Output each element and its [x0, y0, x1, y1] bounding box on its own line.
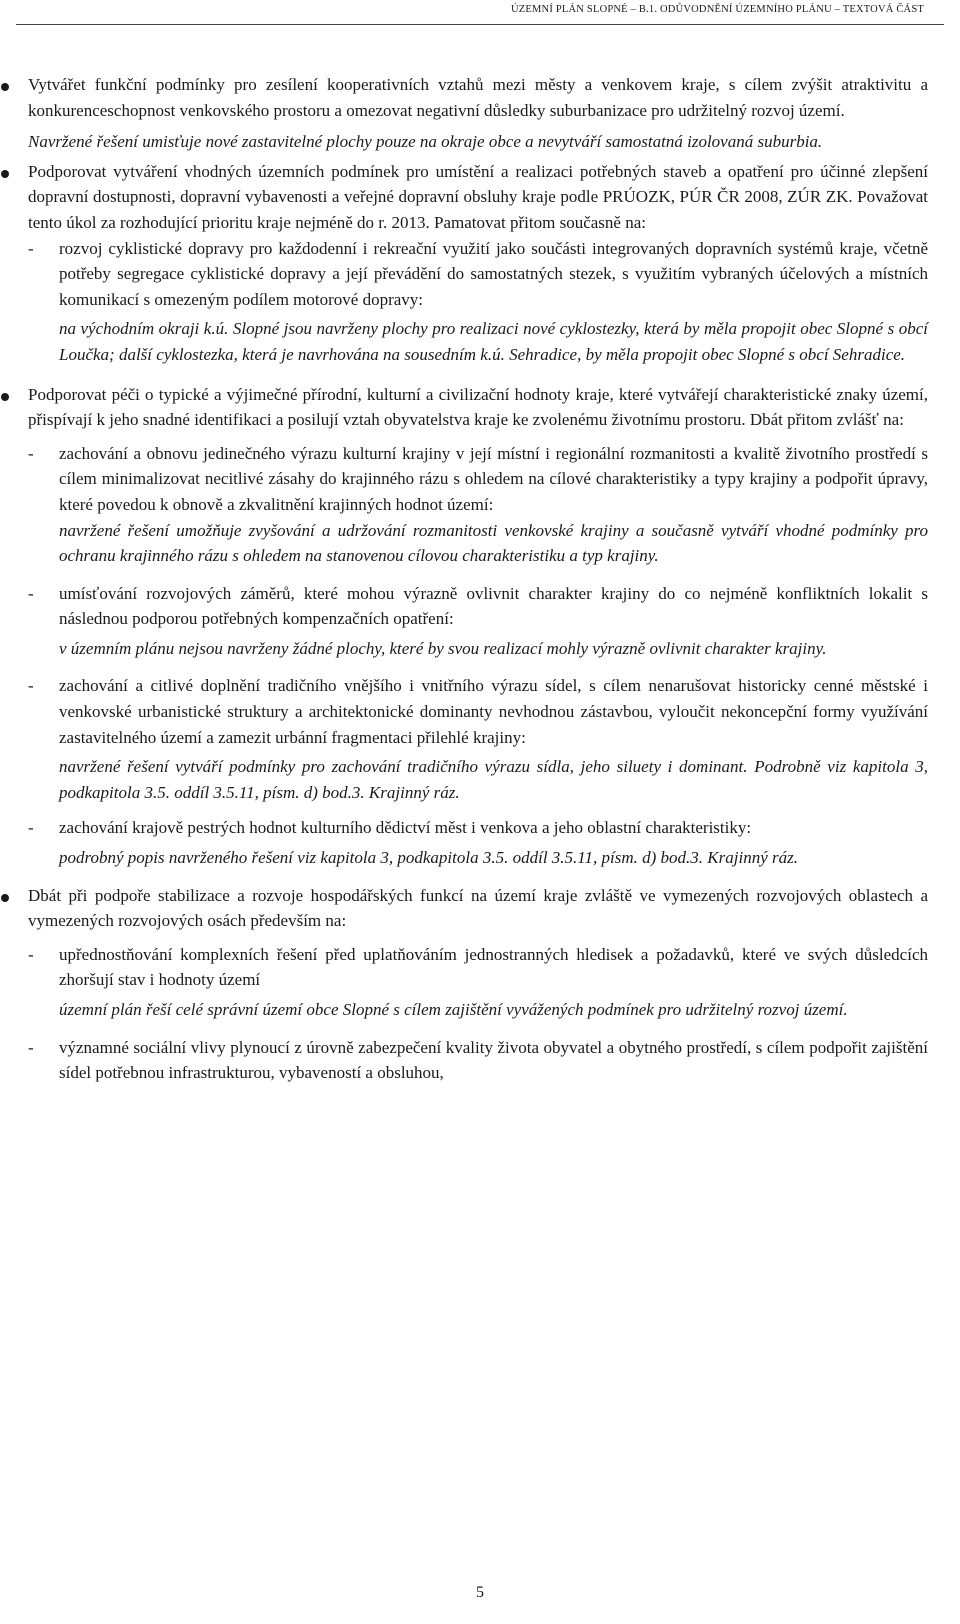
sub-item-note: na východním okraji k.ú. Slopné jsou navrženy plochy pro realizaci nové cyklostezky, která by měla propojit obec Slopné s obcí Loučka; další cyklostezka, která je navrhována na sousedním k.ú. Sehradice, by měla propojit obec Slopné s obcí Sehradice. [59, 319, 928, 364]
bullet-item [28, 159, 928, 368]
sub-item-note: navržené řešení umožňuje zvyšování a udržování rozmanitosti venkovské krajiny a současně vytváří vhodné podmínky pro ochranu krajinného rázu s ohledem na stanovenou cílovou charakteristiku a typ krajiny. [59, 520, 928, 566]
bullet-icon [1, 894, 9, 902]
dash-marker: - [28, 676, 34, 696]
bullet-text: Podporovat vytváření vhodných územních podmínek pro umístění a realizaci potřebných staveb a opatření pro účinné zlepšení dopravní dostupnosti, dopravní vybavenosti a veřejné dopravní obsluhy kraje podle PRÚOZK, PÚR ČR 2008, ZÚR ZK. Považovat tento úkol za rozhodující prioritu kraje nejméně do r. 2013. Pamatovat přitom současně na: [28, 161, 928, 232]
sub-item-note: navržené řešení vytváří podmínky pro zachování tradičního výrazu sídla, jeho siluety i dominant. Podrobně viz kapitola 3, podkapitola 3.5. oddíl 3.5.11, písm. d) bod.3. Krajinný ráz. [59, 757, 928, 802]
sub-item [28, 236, 928, 368]
sub-item [28, 815, 928, 870]
bullet-item [28, 382, 928, 871]
sub-item-note: územní plán řeší celé správní území obce Slopné s cílem zajištění vyvážených podmínek pro udržitelný rozvoj území. [59, 1000, 848, 1019]
sub-item-note: v územním plánu nejsou navrženy žádné plochy, které by svou realizací mohly výrazně ovlivnit charakter krajiny. [59, 638, 827, 658]
dash-marker: - [28, 944, 34, 964]
header-rule [16, 24, 944, 25]
sub-item-text: zachování krajově pestrých hodnot kulturního dědictví měst i venkova a jeho oblastní charakteristiky: [59, 818, 752, 838]
sub-item-text: zachování a citlivé doplnění tradičního vnějšího i vnitřního výrazu sídel, s cílem nenarušovat historicky cenné městské i venkovské urbanistické struktury a architektonické dominanty nevhodnou zástavbou, vyloučit nekoncepční formy využívání zastavitelného území a zamezit urbánní fragmentaci přilehlé krajiny: [59, 676, 928, 747]
bullet-text: Dbát při podpoře stabilizace a rozvoje hospodářských funkcí na území kraje zvláště ve vymezených rozvojových oblastech a vymezených rozvojových osách především na: [28, 885, 928, 931]
sub-item-text: upřednostňování komplexních řešení před uplatňováním jednostranných hledisek a požadavků, které ve svých důsledcích zhoršují stav i hodnoty území [59, 944, 928, 990]
bullet-icon [1, 83, 9, 91]
bullet-icon [1, 393, 9, 401]
sub-item-text: rozvoj cyklistické dopravy pro každodenní i rekreační využití jako součásti integrovaných dopravních systémů kraje, včetně potřeby segregace cyklistické dopravy a její převádění do samostatných stezek, s využitím vybraných účelových a místních komunikací s omezeným podílem motorové dopravy: [59, 238, 928, 309]
dash-marker: - [28, 238, 34, 258]
sub-item [28, 1035, 928, 1086]
sub-item-text: zachování a obnovu jedinečného výrazu kulturní krajiny v její místní i regionální rozmanitosti a kvalitě životního prostředí s cílem minimalizovat necitlivé zásahy do krajinného rázu s ohledem na cílové charakteristiky a typy krajiny a podpořit úpravy, které povedou k obnově a zkvalitnění krajinných hodnot území: [59, 443, 928, 514]
sub-item-text: významné sociální vlivy plynoucí z úrovně zabezpečení kvality života obyvatel a obytného prostředí, s cílem podpořit zajištění sídel potřebnou infrastrukturou, vybaveností a obsluhou, [59, 1037, 928, 1083]
bullet-item [28, 883, 928, 1086]
bullet-note: Navržené řešení umisťuje nové zastavitelné plochy pouze na okraje obce a nevytváří samostatná izolovaná suburbia. [28, 132, 823, 152]
page-number: 5 [476, 1584, 484, 1601]
dash-marker: - [28, 818, 34, 838]
bullet-icon [1, 170, 9, 178]
sub-item-note: podrobný popis navrženého řešení viz kapitola 3, podkapitola 3.5. oddíl 3.5.11, písm. d) bod.3. Krajinný ráz. [59, 848, 798, 868]
dash-marker: - [28, 583, 34, 603]
bullet-item [28, 72, 928, 155]
sub-item [28, 942, 928, 1023]
sub-item [28, 581, 928, 662]
sub-item-text: umísťování rozvojových záměrů, které mohou výrazně ovlivnit charakter krajiny do co nejméně konfliktních lokalit s následnou podporou potřebných kompenzačních opatření: [59, 583, 928, 629]
sub-item [28, 673, 928, 805]
bullet-text: Podporovat péči o typické a výjimečné přírodní, kulturní a civilizační hodnoty kraje, které vytvářejí charakteristické znaky území, přispívají k jeho snadné identifikaci a posilují vztah obyvatelstva kraje ke zvolenému životnímu prostoru. Dbát přitom zvlášť na: [28, 384, 928, 430]
bullet-text: Vytvářet funkční podmínky pro zesílení kooperativních vztahů mezi městy a venkovem kraje, s cílem zvýšit atraktivitu a konkurenceschopnost venkovského prostoru a omezovat negativní důsledky suburbanizace pro udržitelný rozvoj území. [28, 75, 928, 120]
document-body [28, 66, 928, 1086]
dash-marker: - [28, 1037, 34, 1057]
dash-marker: - [28, 443, 34, 463]
running-header: ÚZEMNÍ PLÁN SLOPNÉ – B.1. ODŮVODNĚNÍ ÚZEMNÍHO PLÁNU – TEXTOVÁ ČÁST [511, 4, 924, 15]
sub-item [28, 441, 928, 569]
